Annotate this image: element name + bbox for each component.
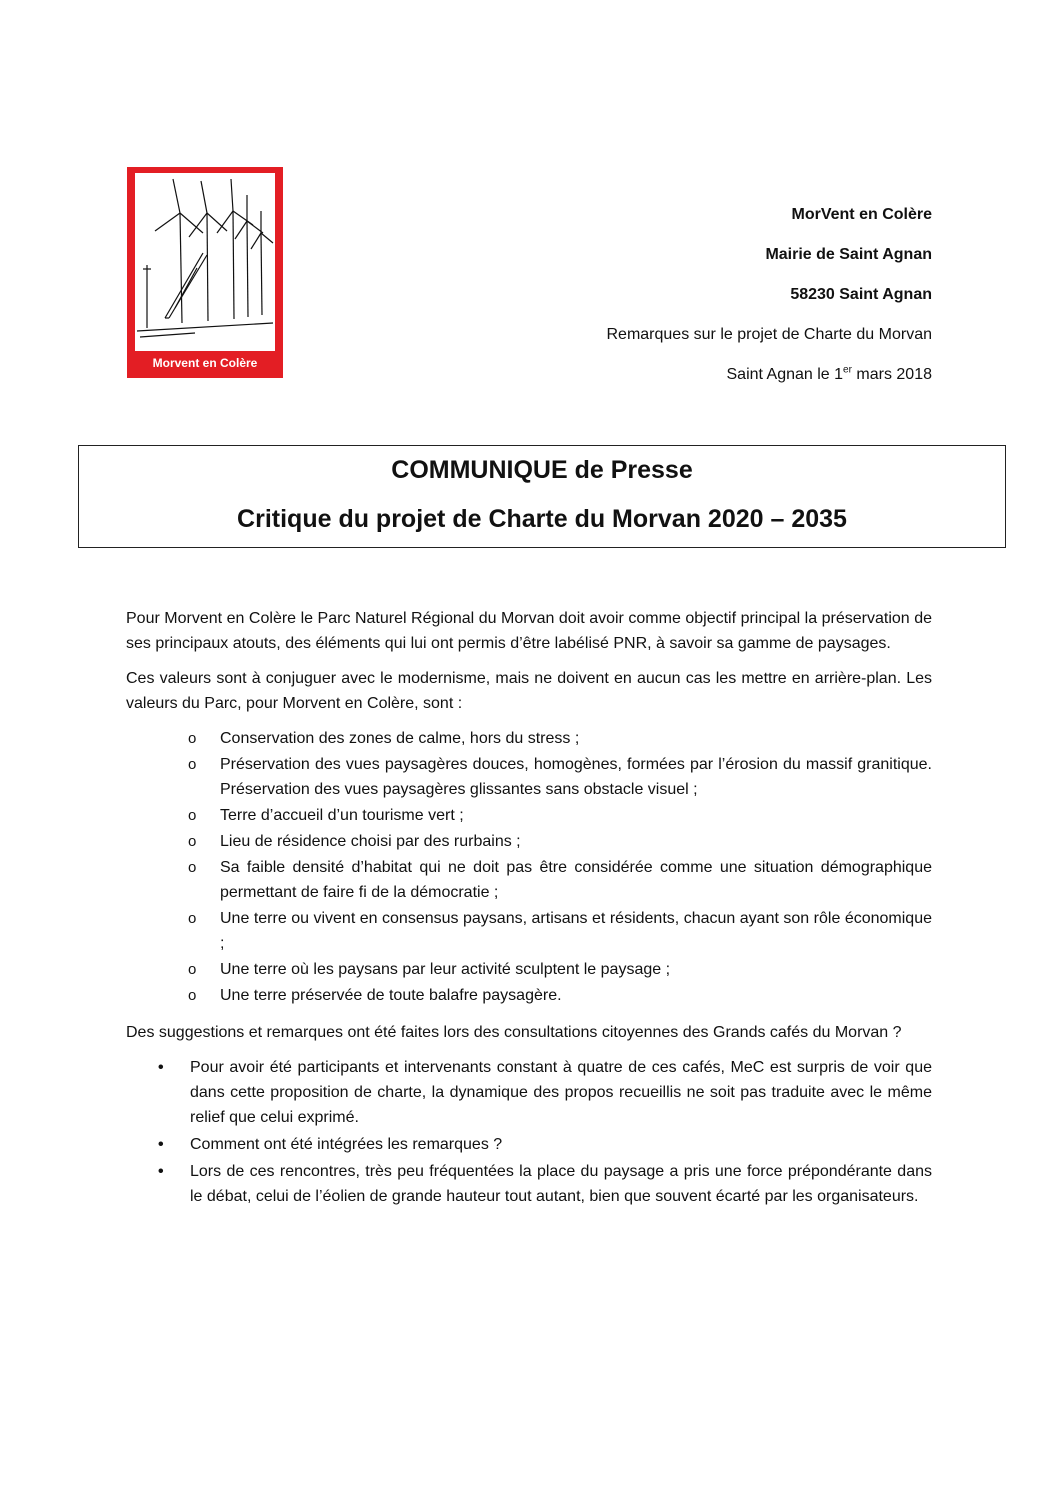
remarks-list: [126, 1055, 932, 1209]
list-item: • Lors de ces rencontres, très peu fréquentées la place du paysage a pris une force prépondérante dans le débat, celui de l’éolien de grande hauteur tout autant, bien que souvent écarté par les organisateurs.: [126, 1159, 932, 1209]
wind-turbines-logo-icon: [135, 173, 275, 351]
title-box: [78, 445, 1006, 548]
list-item: • Comment ont été intégrées les remarques ?: [126, 1132, 932, 1157]
date-superscript: er: [843, 364, 852, 376]
list-item: o Préservation des vues paysagères douces, homogènes, formées par l’érosion du massif granitique. Préservation des vues paysagères glissantes sans obstacle visuel ;: [126, 752, 932, 802]
logo-caption: Morvent en Colère: [152, 356, 258, 370]
address-block: [607, 205, 933, 405]
circle-bullet-icon: o: [188, 961, 197, 978]
values-list: [126, 726, 932, 1008]
bullet-icon: •: [158, 1136, 164, 1153]
circle-bullet-icon: o: [188, 859, 197, 876]
list-item: o Lieu de résidence choisi par des rurbains ;: [126, 829, 932, 854]
sender-postal-code: 58230 Saint Agnan: [790, 286, 932, 303]
list-item: o Une terre préservée de toute balafre paysagère.: [126, 983, 932, 1008]
document-title: COMMUNIQUE de Presse: [391, 456, 693, 484]
intro-paragraph: Pour Morvent en Colère le Parc Naturel Régional du Morvan doit avoir comme objectif principal la préservation de ses principaux atouts, des éléments qui lui ont permis d’être labélisé PNR, à savoir sa gamme de paysages.: [126, 610, 932, 652]
list-item: o Terre d’accueil d’un tourisme vert ;: [126, 803, 932, 828]
bullet-icon: •: [158, 1059, 164, 1076]
date-prefix: Saint Agnan le 1: [726, 366, 844, 383]
list-item: o Conservation des zones de calme, hors du stress ;: [126, 726, 932, 751]
date-suffix: mars 2018: [851, 366, 932, 383]
circle-bullet-icon: o: [188, 730, 197, 747]
circle-bullet-icon: o: [188, 910, 197, 927]
circle-bullet-icon: o: [188, 807, 197, 824]
document-subtitle: Critique du projet de Charte du Morvan 2020 – 2035: [237, 505, 847, 533]
subject-line: Remarques sur le projet de Charte du Morvan: [606, 326, 932, 343]
bullet-icon: •: [158, 1163, 164, 1180]
circle-bullet-icon: o: [188, 833, 197, 850]
organization-logo: [127, 167, 283, 378]
list-item: • Pour avoir été participants et intervenants constant à quatre de ces cafés, MeC est surpris de voir que dans cette proposition de charte, la dynamique des propos recueillis ne soit pas traduite avec le même relief que celui exprimé.: [126, 1055, 932, 1130]
sender-address-line: Mairie de Saint Agnan: [765, 246, 932, 263]
circle-bullet-icon: o: [188, 987, 197, 1004]
list-item: o Une terre ou vivent en consensus paysans, artisans et résidents, chacun ayant son rôle économique ;: [126, 906, 932, 956]
sender-name: MorVent en Colère: [791, 206, 932, 223]
suggestions-paragraph: Des suggestions et remarques ont été faites lors des consultations citoyennes des Grands cafés du Morvan ?: [126, 1024, 902, 1041]
list-item: o Sa faible densité d’habitat qui ne doit pas être considérée comme une situation démographique permettant de faire fi de la démocratie ;: [126, 855, 932, 905]
list-item: o Une terre où les paysans par leur activité sculptent le paysage ;: [126, 957, 932, 982]
date-line: [607, 365, 933, 385]
values-intro-paragraph: Ces valeurs sont à conjuguer avec le modernisme, mais ne doivent en aucun cas les mettre en arrière-plan. Les valeurs du Parc, pour Morvent en Colère, sont :: [126, 670, 932, 712]
circle-bullet-icon: o: [188, 756, 197, 773]
body-content: [126, 606, 932, 1211]
